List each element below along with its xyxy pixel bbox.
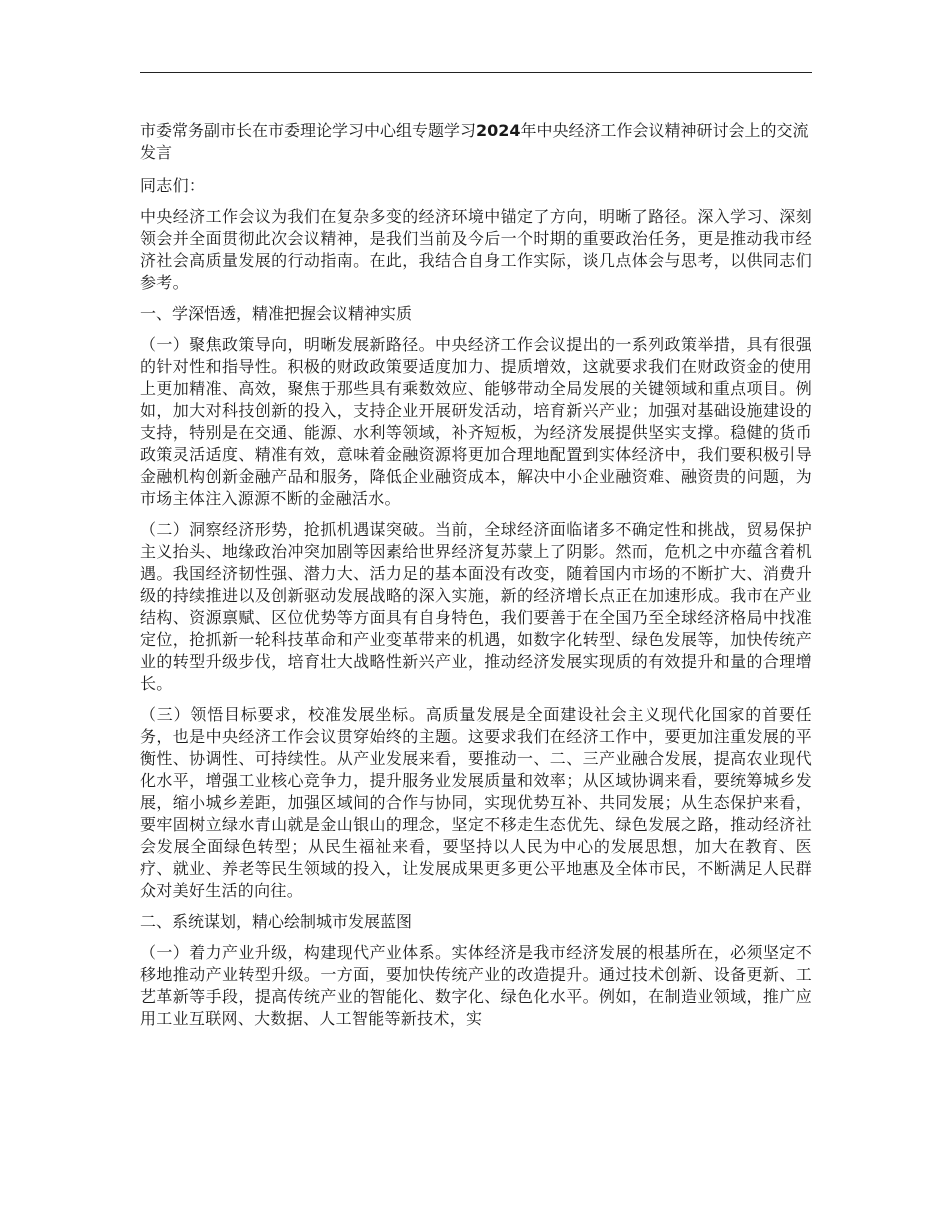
section-1-paragraph-3: （三）领悟目标要求，校准发展坐标。高质量发展是全面建设社会主义现代化国家的首要任务，也是中央经济工作会议贯穿始终的主题。这要求我们在经济工作中，要更加注重发展的平衡性、协调性、可持续性。从产业发展来看，要推动一、二、三产业融合发展，提高农业现代化水平，增强工业核心竞争力，提升服务业发展质量和效率；从区域协调来看，要统筹城乡发展，缩小城乡差距，加强区域间的合作与协同，实现优势互补、共同发展；从生态保护来看，要牢固树立绿水青山就是金山银山的理念，坚定不移走生态优先、绿色发展之路，推动经济社会发展全面绿色转型；从民生福祉来看，要坚持以人民为中心的发展思想，加大在教育、医疗、就业、养老等民生领域的投入，让发展成果更多更公平地惠及全体市民，不断满足人民群众对美好生活的向往。 <box>140 705 812 900</box>
section-1-heading: 一、学深悟透，精准把握会议精神实质 <box>140 304 413 323</box>
title-year: 2024 <box>476 121 521 140</box>
intro-paragraph: 中央经济工作会议为我们在复杂多变的经济环境中锚定了方向，明晰了路径。深入学习、深刻领会并全面贯彻此次会议精神，是我们当前及今后一个时期的重要政治任务，更是推动我市经济社会高质量发展的行动指南。在此，我结合自身工作实际，谈几点体会与思考，以供同志们参考。 <box>140 207 812 292</box>
section-2-paragraph-1: （一）着力产业升级，构建现代产业体系。实体经济是我市经济发展的根基所在，必须坚定不移地推动产业转型升级。一方面，要加快传统产业的改造提升。通过技术创新、设备更新、工艺革新等手段，提高传统产业的智能化、数字化、绿色化水平。例如，在制造业领域，推广应用工业互联网、大数据、人工智能等新技术，实 <box>140 943 812 1028</box>
section-2-heading: 二、系统谋划，精心绘制城市发展蓝图 <box>140 912 413 931</box>
salutation: 同志们： <box>140 176 206 195</box>
document-body <box>140 120 812 1039</box>
title-suffix: 年中央经济工作会议精神研讨会上的交流发言 <box>140 121 809 162</box>
section-1-paragraph-1: （一）聚焦政策导向，明晰发展新路径。中央经济工作会议提出的一系列政策举措，具有很强的针对性和指导性。积极的财政政策要适度加力、提质增效，这就要求我们在财政资金的使用上更加精准、高效，聚焦于那些具有乘数效应、能够带动全局发展的关键领域和重点项目。例如，加大对科技创新的投入，支持企业开展研发活动，培育新兴产业；加强对基础设施建设的支持，特别是在交通、能源、水利等领域，补齐短板，为经济发展提供坚实支撑。稳健的货币政策灵活适度、精准有效，意味着金融资源将更加合理地配置到实体经济中，我们要积极引导金融机构创新金融产品和服务，降低企业融资成本，解决中小企业融资难、融资贵的问题，为市场主体注入源源不断的金融活水。 <box>140 335 812 508</box>
document-title <box>140 120 812 164</box>
header-rule <box>140 72 812 73</box>
title-prefix: 市委常务副市长在市委理论学习中心组专题学习 <box>140 121 477 140</box>
section-1-paragraph-2: （二）洞察经济形势，抢抓机遇谋突破。当前，全球经济面临诸多不确定性和挑战，贸易保护主义抬头、地缘政治冲突加剧等因素给世界经济复苏蒙上了阴影。然而，危机之中亦蕴含着机遇。我国经济韧性强、潜力大、活力足的基本面没有改变，随着国内市场的不断扩大、消费升级的持续推进以及创新驱动发展战略的深入实施，新的经济增长点正在加速形成。我市在产业结构、资源禀赋、区位优势等方面具有自身特色，我们要善于在全国乃至全球经济格局中找准定位，抢抓新一轮科技革命和产业变革带来的机遇，如数字化转型、绿色发展等，加快传统产业的转型升级步伐，培育壮大战略性新兴产业，推动经济发展实现质的有效提升和量的合理增长。 <box>140 520 812 693</box>
